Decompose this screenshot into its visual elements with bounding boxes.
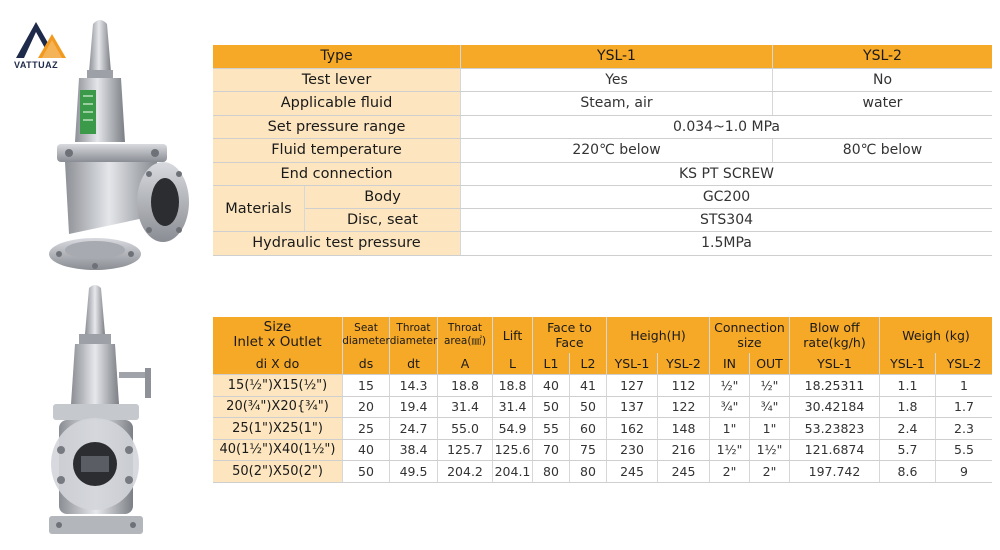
cell-conn-in: 2" (710, 461, 750, 482)
cell-weigh-ysl2: 5.5 (936, 440, 992, 461)
weigh-header: Weigh (kg) (880, 317, 992, 353)
table-row (213, 440, 992, 462)
seat-text: Seat (354, 322, 378, 334)
dimension-rows (213, 375, 992, 483)
cell-blow-off-ysl1: 197.742 (790, 461, 880, 482)
dim-subheader-row (213, 353, 992, 375)
cell-throat-area: 31.4 (438, 397, 493, 418)
cell-height-ysl2: 112 (658, 375, 710, 396)
test-lever-ysl2: No (773, 69, 992, 92)
fluid-row (213, 92, 992, 116)
seat-text-2: diameter (342, 335, 390, 347)
size-title-text: Size (263, 319, 292, 335)
table-row (213, 418, 992, 440)
size-header (213, 317, 343, 353)
fluid-ysl1: Steam, air (461, 92, 773, 115)
cell-l1: 70 (533, 440, 570, 461)
cell-weigh-ysl2: 9 (936, 461, 992, 482)
cell-throat-area: 55.0 (438, 418, 493, 439)
body-row (305, 186, 992, 209)
cell-blow-off-ysl1: 121.6874 (790, 440, 880, 461)
materials-group (213, 186, 992, 232)
cell-l2: 50 (570, 397, 607, 418)
cell-conn-out: ½" (750, 375, 790, 396)
cell-weigh-ysl2: 2.3 (936, 418, 992, 439)
cell-height-ysl1: 162 (607, 418, 658, 439)
height-header: Heigh(H) (607, 317, 710, 353)
dimension-table (213, 317, 992, 483)
di-do-sub: di X do (213, 353, 343, 374)
cell-seat-diameter: 25 (343, 418, 390, 439)
fluid-temp-label: Fluid temperature (213, 139, 461, 162)
w2-sub: YSL-2 (936, 353, 992, 374)
cell-lift: 204.1 (493, 461, 533, 482)
cell-conn-out: ¾" (750, 397, 790, 418)
set-pressure-value: 0.034~1.0 MPa (461, 116, 992, 139)
throat-a-text-2: area(㎟) (443, 335, 487, 347)
fluid-label: Applicable fluid (213, 92, 461, 115)
l-sub: L (493, 353, 533, 374)
hydraulic-row (213, 232, 992, 256)
table-row (213, 461, 992, 483)
cell-conn-out: 2" (750, 461, 790, 482)
fluid-ysl2: water (773, 92, 992, 115)
cell-size: 15(½")X15(½") (213, 375, 343, 396)
table-row (213, 397, 992, 419)
cell-conn-out: 1½" (750, 440, 790, 461)
cell-size: 25(1")X25(1") (213, 418, 343, 439)
h1-sub: YSL-1 (607, 353, 658, 374)
cell-throat-area: 204.2 (438, 461, 493, 482)
safety-valve-image-angled (45, 14, 195, 276)
hydraulic-value: 1.5MPa (461, 232, 992, 255)
hydraulic-label: Hydraulic test pressure (213, 232, 461, 255)
a-sub: A (438, 353, 493, 374)
throat-diameter-header (390, 317, 438, 353)
cell-l2: 80 (570, 461, 607, 482)
cell-l1: 80 (533, 461, 570, 482)
cell-height-ysl2: 122 (658, 397, 710, 418)
l2-sub: L2 (570, 353, 607, 374)
ysl1-header: YSL-1 (461, 45, 773, 68)
throat-d-text: Throat (396, 322, 431, 334)
materials-label: Materials (213, 186, 305, 231)
cell-seat-diameter: 40 (343, 440, 390, 461)
cell-seat-diameter: 20 (343, 397, 390, 418)
cell-height-ysl1: 230 (607, 440, 658, 461)
w1-sub: YSL-1 (880, 353, 936, 374)
logo-text: VATTUAZ (14, 60, 59, 70)
end-connection-value: KS PT SCREW (461, 163, 992, 186)
cell-seat-diameter: 50 (343, 461, 390, 482)
cell-throat-area: 125.7 (438, 440, 493, 461)
throat-d-text-2: diameter (389, 335, 438, 347)
cell-size: 40(1½")X40(1½") (213, 440, 343, 461)
cell-height-ysl1: 245 (607, 461, 658, 482)
body-label: Body (305, 186, 461, 208)
h2-sub: YSL-2 (658, 353, 710, 374)
spec-table (213, 45, 992, 256)
cell-size: 20(¾")X20{¾") (213, 397, 343, 418)
spec-header-row (213, 45, 992, 69)
cell-weigh-ysl2: 1 (936, 375, 992, 396)
cell-blow-off-ysl1: 30.42184 (790, 397, 880, 418)
cell-size: 50(2")X50(2") (213, 461, 343, 482)
cell-throat-diameter: 19.4 (390, 397, 438, 418)
test-lever-label: Test lever (213, 69, 461, 92)
throat-a-text: Throat (447, 322, 483, 334)
cell-throat-diameter: 24.7 (390, 418, 438, 439)
set-pressure-label: Set pressure range (213, 116, 461, 139)
cell-conn-in: 1½" (710, 440, 750, 461)
dim-header-row (213, 317, 992, 353)
table-row (213, 375, 992, 397)
blow-off-header: Blow off rate(kg/h) (790, 317, 880, 353)
out-sub: OUT (750, 353, 790, 374)
end-connection-label: End connection (213, 163, 461, 186)
cell-weigh-ysl1: 1.8 (880, 397, 936, 418)
cell-height-ysl1: 127 (607, 375, 658, 396)
cell-lift: 31.4 (493, 397, 533, 418)
cell-height-ysl1: 137 (607, 397, 658, 418)
cell-l2: 75 (570, 440, 607, 461)
blow-ysl1-sub: YSL-1 (790, 353, 880, 374)
set-pressure-row (213, 116, 992, 140)
cell-lift: 54.9 (493, 418, 533, 439)
cell-l1: 55 (533, 418, 570, 439)
cell-blow-off-ysl1: 18.25311 (790, 375, 880, 396)
dt-sub: dt (390, 353, 438, 374)
cell-weigh-ysl2: 1.7 (936, 397, 992, 418)
cell-seat-diameter: 15 (343, 375, 390, 396)
throat-area-header (438, 317, 493, 353)
end-connection-row (213, 163, 992, 187)
cell-height-ysl2: 245 (658, 461, 710, 482)
disc-row (305, 209, 992, 232)
in-sub: IN (710, 353, 750, 374)
cell-conn-in: ¾" (710, 397, 750, 418)
disc-label: Disc, seat (305, 209, 461, 232)
connection-header: Connection size (710, 317, 790, 353)
type-header: Type (213, 45, 461, 68)
body-value: GC200 (461, 186, 992, 208)
cell-lift: 125.6 (493, 440, 533, 461)
cell-l1: 50 (533, 397, 570, 418)
cell-weigh-ysl1: 1.1 (880, 375, 936, 396)
cell-throat-diameter: 14.3 (390, 375, 438, 396)
cell-l1: 40 (533, 375, 570, 396)
cell-conn-in: 1" (710, 418, 750, 439)
cell-height-ysl2: 148 (658, 418, 710, 439)
cell-weigh-ysl1: 5.7 (880, 440, 936, 461)
cell-height-ysl2: 216 (658, 440, 710, 461)
seat-header (343, 317, 390, 353)
cell-throat-area: 18.8 (438, 375, 493, 396)
test-lever-row (213, 69, 992, 93)
fluid-temp-row (213, 139, 992, 163)
cell-l2: 41 (570, 375, 607, 396)
ds-sub: ds (343, 353, 390, 374)
cell-l2: 60 (570, 418, 607, 439)
inlet-outlet-text: Inlet x Outlet (233, 334, 322, 350)
cell-conn-out: 1" (750, 418, 790, 439)
test-lever-ysl1: Yes (461, 69, 773, 92)
face-header: Face to Face (533, 317, 607, 353)
lift-header: Lift (493, 317, 533, 353)
l1-sub: L1 (533, 353, 570, 374)
cell-blow-off-ysl1: 53.23823 (790, 418, 880, 439)
fluid-temp-ysl2: 80℃ below (773, 139, 992, 162)
cell-conn-in: ½" (710, 375, 750, 396)
ysl2-header: YSL-2 (773, 45, 992, 68)
safety-valve-image-front (45, 284, 185, 546)
cell-lift: 18.8 (493, 375, 533, 396)
cell-throat-diameter: 49.5 (390, 461, 438, 482)
cell-weigh-ysl1: 2.4 (880, 418, 936, 439)
cell-weigh-ysl1: 8.6 (880, 461, 936, 482)
fluid-temp-ysl1: 220℃ below (461, 139, 773, 162)
cell-throat-diameter: 38.4 (390, 440, 438, 461)
disc-value: STS304 (461, 209, 992, 232)
